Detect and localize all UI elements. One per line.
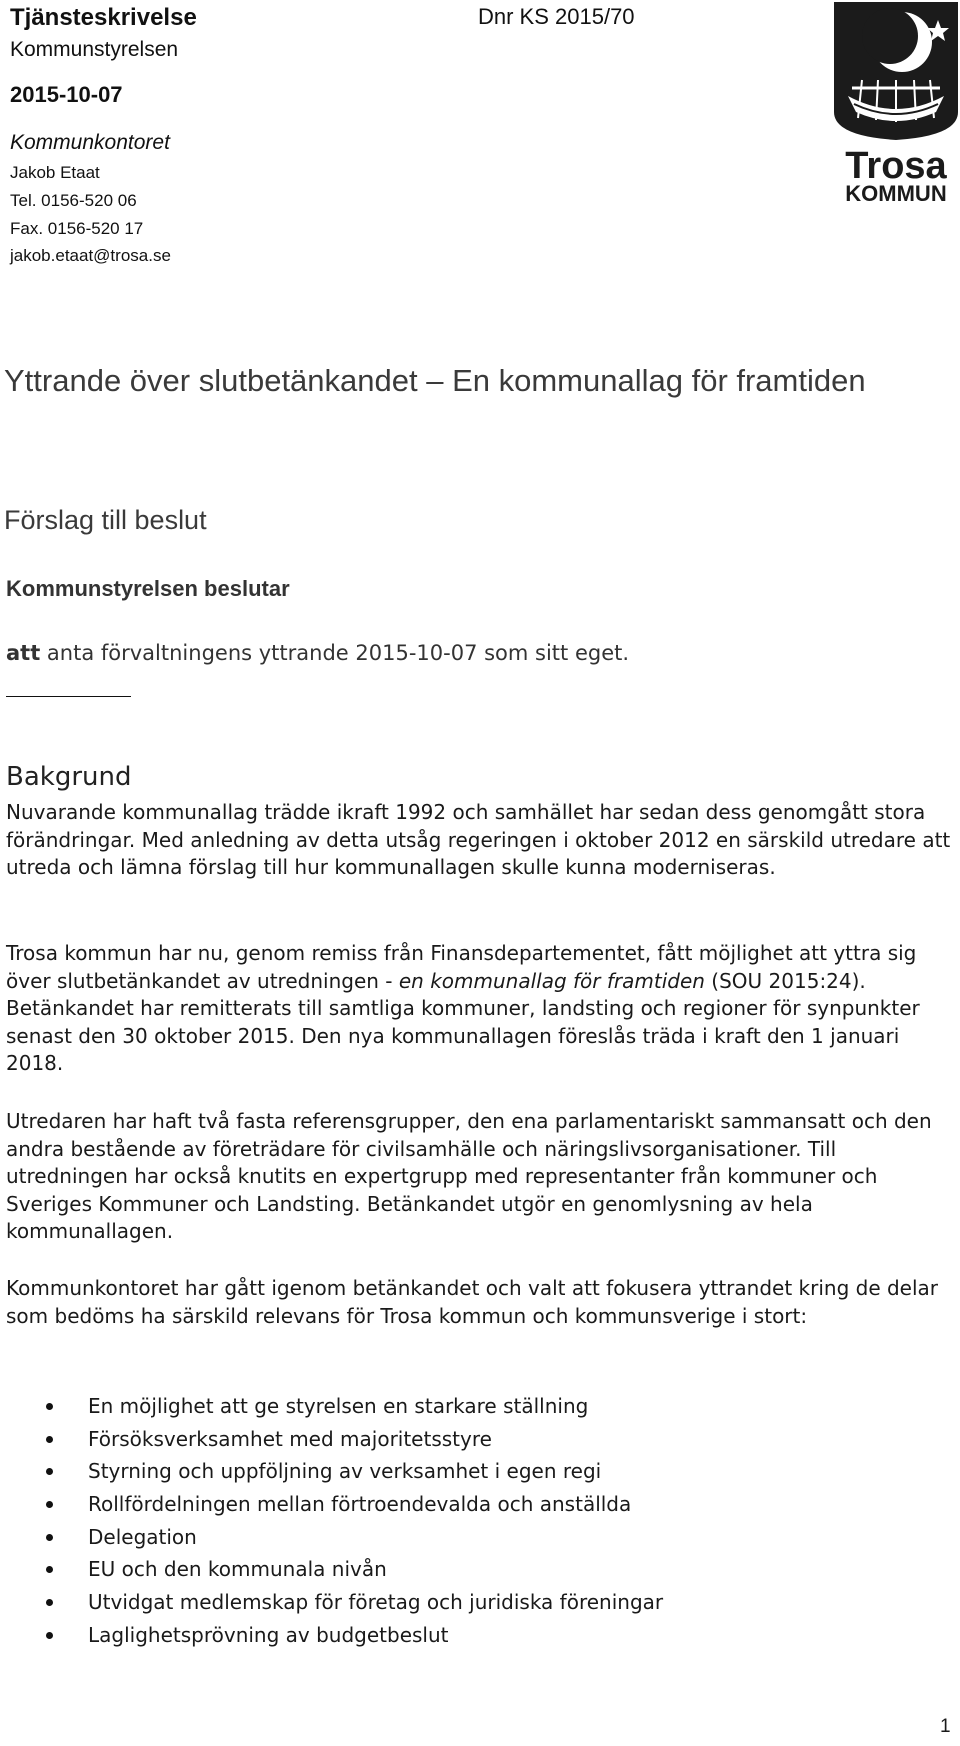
list-item-text: En möjlighet att ge styrelsen en starkare ställning <box>88 1394 589 1418</box>
list-item <box>0 1455 663 1488</box>
list-item-text: Utvidgat medlemskap för företag och juridiska föreningar <box>88 1590 664 1615</box>
focus-areas-list <box>0 1390 663 1652</box>
logo-wordmark: Trosa <box>845 145 947 187</box>
decider-line: Kommunstyrelsen beslutar <box>6 576 290 601</box>
list-item-text: EU och den kommunala nivån <box>88 1557 387 1582</box>
bullet-icon <box>46 1403 53 1410</box>
background-paragraph-4: Kommunkontoret har gått igenom betänkandet och valt att fokusera yttrandet kring de delar som bedöms ha särskild relevans för Trosa kommun och kommunsverige i stort: <box>6 1276 939 1328</box>
bullet-icon <box>46 1566 53 1573</box>
contact-phone: Tel. 0156-520 06 <box>10 191 137 210</box>
list-item <box>0 1521 663 1554</box>
background-paragraph-3: Utredaren har haft två fasta referensgrupper, den ena parlamentariskt sammansatt och den andra bestående av företrädare för civilsamhälle och näringslivsorganisationer. Till utredningen har också knutits en expertgrupp med representanter från kommuner och Sveriges Kommuner och Landsting. Betänkandet utgör en genomlysning av hela kommunallagen. <box>6 1109 932 1243</box>
report-title-italic: en kommunallag för framtiden <box>398 968 705 993</box>
bullet-icon <box>46 1632 53 1639</box>
bullet-icon <box>46 1436 53 1443</box>
background-paragraph-2 <box>6 940 951 1078</box>
background-heading: Bakgrund <box>6 762 132 792</box>
bullet-icon <box>46 1534 53 1541</box>
document-title: Yttrande över slutbetänkandet – En kommunallag för framtiden <box>4 363 866 398</box>
list-item-text: Delegation <box>88 1524 197 1549</box>
list-item-text: Laglighetsprövning av budgetbeslut <box>88 1622 449 1647</box>
board-name: Kommunstyrelsen <box>10 38 179 61</box>
list-item-text: Försöksverksamhet med majoritetsstyre <box>88 1426 492 1451</box>
trosa-kommun-logo <box>832 0 960 206</box>
logo-subword: KOMMUN <box>845 181 947 206</box>
contact-fax: Fax. 0156-520 17 <box>10 219 144 238</box>
bullet-icon <box>46 1599 53 1606</box>
background-paragraph-1: Nuvarande kommunallag trädde ikraft 1992 och samhället har sedan dess genomgått stora förändringar. Med anledning av detta utsåg regeringen i oktober 2012 en särskild utredare att utreda och lämna förslag till hur kommunallagen skulle kunna moderniseras. <box>6 800 951 879</box>
document-date: 2015-10-07 <box>10 82 123 107</box>
list-item-text: Styrning och uppföljning av verksamhet i egen regi <box>88 1459 602 1484</box>
list-item-text: Rollfördelningen mellan förtroendevalda och anställda <box>88 1492 632 1517</box>
bullet-icon <box>46 1501 53 1508</box>
separator-rule <box>6 696 131 697</box>
department-name: Kommunkontoret <box>10 131 170 154</box>
document-type: Tjänsteskrivelse <box>10 4 197 31</box>
att-keyword: att <box>6 641 41 665</box>
list-item <box>0 1619 663 1652</box>
decision-text: anta förvaltningens yttrande 2015-10-07 som sitt eget. <box>40 641 630 665</box>
list-item <box>0 1488 663 1521</box>
paragraph-2-part-a: Trosa kommun har nu, genom remiss från Finansdepartementet, fått möjlighet att yttra sig över slutbetänkandet av utredningen - <box>6 941 917 993</box>
bullet-icon <box>46 1468 53 1475</box>
list-item <box>0 1423 663 1456</box>
list-item <box>0 1553 663 1586</box>
contact-name: Jakob Etaat <box>10 163 100 182</box>
list-item <box>0 1586 663 1619</box>
decision-line <box>6 641 629 665</box>
page-number: 1 <box>940 1716 951 1737</box>
paragraph-2-part-b: (SOU 2015:24). Betänkandet har remitterats till samtliga kommuner, landsting och regioner för synpunkter senast den 30 oktober 2015. Den nya kommunallagen föreslås träda i kraft den 1 januari 2018. <box>6 968 920 1075</box>
registration-number: Dnr KS 2015/70 <box>478 4 635 29</box>
proposal-heading: Förslag till beslut <box>4 505 207 535</box>
list-item <box>0 1390 663 1423</box>
contact-email: jakob.etaat@trosa.se <box>10 246 171 265</box>
emblem-shield <box>834 2 958 140</box>
